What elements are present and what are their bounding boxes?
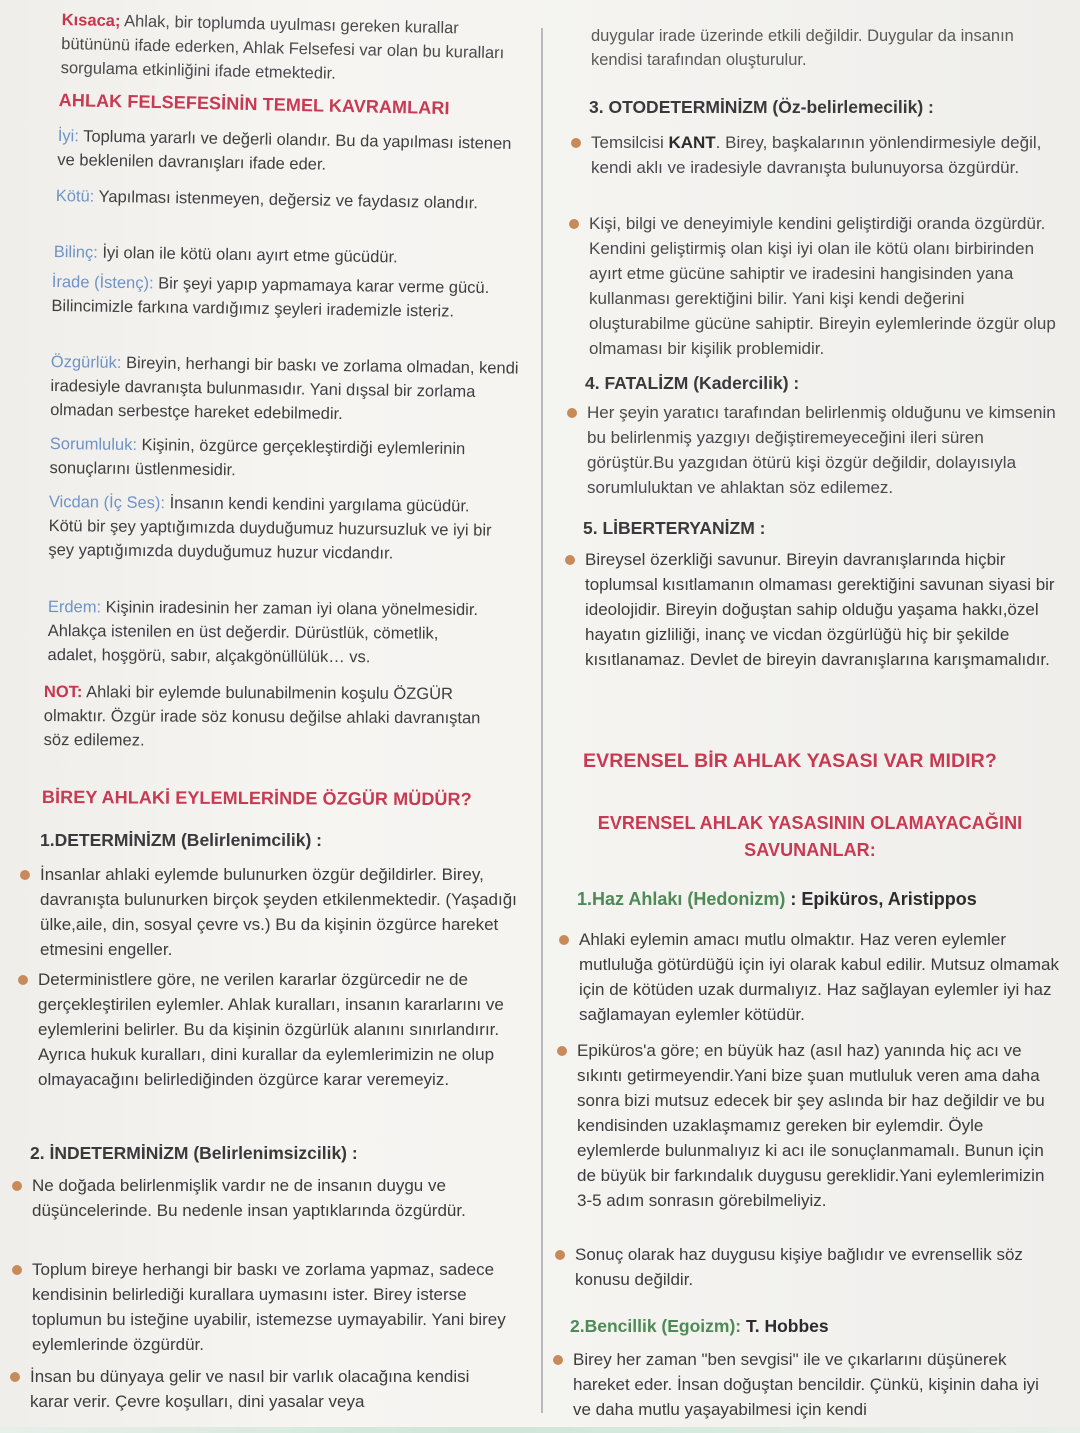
universal-title: EVRENSEL BİR AHLAK YASASI VAR MIDIR? — [583, 750, 997, 772]
concept-term: Kötü: — [55, 186, 95, 206]
concept-text: Topluma yararlı ve değerli olandır. Bu da yapılması istenen ve beklenilen davranışları ifade eder. — [57, 127, 512, 174]
concept-term: Özgürlük: — [50, 352, 122, 372]
continuation-paragraph: duygular irade üzerinde etkili değildir. Duygular da insanın kendisi tarafından oluşturulur. — [591, 27, 1014, 69]
libertarianism-title: 5. LİBERTERYANİZM : — [583, 518, 766, 538]
intro-lead: Kısaca; — [61, 10, 121, 31]
fatalism-bullet: Her şeyin yaratıcı tarafından belirlenmiş olduğunu ve kimsenin bu belirlenmiş yazgıyı değiştiremeyeceğini ileri süren görüştür.Bu yazgıdan ötürü kişi özgür değildir, dolayısıyla sorumluluktan ve ahlaktan söz edilemez. — [565, 400, 1061, 500]
intro-paragraph — [60, 8, 517, 90]
page-bottom-edge — [0, 1427, 1080, 1433]
autodeterminism-title: 3. OTODETERMİNİZM (Öz-belirlemecilik) : — [589, 97, 934, 117]
indeterminism-title: 2. İNDETERMİNİZM (Belirlenimsizcilik) : — [30, 1143, 358, 1163]
concept-term: Vicdan (İç Ses): — [48, 492, 166, 513]
determinism-bullet: Deterministlere göre, ne verilen kararlar özgürcedir ne de gerçekleştirilen eylemler. Ahlak kuralları, insanın kararlarını ve eylemlerini belirler. Bu da kişinin özgürlük alanını sınırlandırır. Ayrıca hukuk kuralları, dini kurallar da eylemlerimizin ne olup olmayacağını belirlediğinden özgürce karar veremeyiz. — [16, 967, 522, 1092]
libertarianism-bullet: Bireysel özerkliği savunur. Bireyin davranışlarında hiçbir toplumsal kısıtlamanın olmaması gerektiğini savunan siyasi bir ideolojidir. Bireyin doğuştan sahip olduğu yaşama hakkı,özel hayatın gizliliği, inanç ve vicdan özgürlüğü hiç bir şekilde kısıtlanamaz. Devlet de bireyin davranışlarına karışmamalıdır. — [563, 547, 1063, 672]
concept-bilinc — [54, 240, 524, 271]
indeterminism-bullet: Ne doğada belirlenmişlik vardır ne de insanın duygu ve düşüncelerinde. Bu nedenle insan yaptıklarında özgürdür. — [10, 1173, 502, 1223]
concept-term: Erdem: — [47, 597, 102, 617]
bullet-text: . Birey, başkalarının yönlendirmesiyle değil, kendi aklı ve iradesiyle davranışta bulunuyorsa özgürdür. — [591, 133, 1042, 177]
concept-text: İyi olan ile kötü olanı ayırt etme gücüdür. — [97, 243, 398, 267]
concept-text: Yapılması istenmeyen, değersiz ve faydasız olandır. — [94, 187, 479, 213]
title-separator: : — [785, 889, 802, 909]
hedonism-bullet: Sonuç olarak haz duygusu kişiye bağlıdır ve evrensellik söz konusu değildir. — [553, 1242, 1057, 1292]
concept-text: Kişinin iradesinin her zaman iyi olana yönelmesidir. Ahlakça istenilen en üst değerdir. Dürüstlük, cömetlik, adalet, hoşgörü, sabır, alçakgönüllülük… vs. — [47, 598, 479, 667]
determinism-bullet: İnsanlar ahlaki eylemde bulunurken özgür değildirler. Birey, davranışta bulunurken birçok şeyden etkilenmektedir. (Yaşadığı ülke,aile, din, sosyal çevre vs.) Bu da kişinin özgürce hareket etmesini engeller. — [18, 862, 520, 962]
egoism-title-label: 2.Bencillik (Egoizm): — [570, 1316, 742, 1336]
intro-text: Ahlak, bir toplumda uyulması gereken kurallar bütününü ifade ederken, Ahlak Felsefesi var olan bu kuralları sorgulama etkinliğini ifade etmektedir. — [60, 12, 505, 83]
against-title: EVRENSEL AHLAK YASASININ OLAMAYACAĞINI SAVUNANLAR: — [597, 813, 1023, 860]
concept-iyi — [57, 124, 520, 180]
concept-vicdan — [48, 490, 499, 567]
kant-name: KANT — [668, 133, 716, 152]
determinism-title: 1.DETERMİNİZM (Belirlenimcilik) : — [40, 830, 322, 850]
concept-text: Bir şeyi yapıp yapmamaya karar verme gücü. Bilincimizle farkına vardığımız şeyleri irademizle isteriz. — [51, 274, 490, 321]
autodeterminism-bullet: Kişi, bilgi ve deneyimiyle kendini geliştirdiği oranda özgürdür. Kendini geliştirmiş olan kişi iyi olan ile kötü olanı birbirinden ayırt etme gücüne sahiptir ve iradesini hangisinden yana kullanması gerektiğini bilir. Yani kişi kendi değerini oluşturabilme gücüne sahiptir. Bireyin eylemlerinde özgür olup olmaması bir kişilik problemidir. — [567, 211, 1067, 361]
indeterminism-bullet: İnsan bu dünyaya gelir ve nasıl bir varlık olacağına kendisi karar verir. Çevre koşulları, dini yasalar veya — [8, 1364, 480, 1414]
fatalism-title: 4. FATALİZM (Kadercilik) : — [585, 373, 800, 393]
concept-term: İyi: — [57, 126, 80, 146]
column-divider — [541, 28, 543, 1413]
concept-ozgurluk — [50, 350, 521, 429]
concept-sorumluluk — [49, 432, 520, 486]
concept-irade — [51, 270, 514, 324]
concept-kotu — [56, 184, 526, 216]
concepts-title: AHLAK FELSEFESİNİN TEMEL KAVRAMLARI — [58, 90, 450, 119]
concept-term: Sorumluluk: — [49, 434, 138, 455]
freedom-title: BİREY AHLAKİ EYLEMLERİNDE ÖZGÜR MÜDÜR? — [41, 787, 472, 810]
hedonism-title — [577, 889, 977, 910]
concept-text: İnsanın kendi kendini yargılama gücüdür. Kötü bir şey yaptığımızda duyduğumuz huzursuzluk ve iyi bir şey yaptığımızda duyduğumuz huzur vicdandır. — [48, 494, 492, 563]
concept-term: İrade (İstenç): — [51, 272, 154, 293]
concept-erdem — [47, 595, 487, 670]
note-lead: NOT: — [43, 682, 83, 702]
concept-text: Kişinin, özgürce gerçekleştirdiği eylemlerinin sonuçlarını üstlenmesidir. — [49, 436, 466, 480]
egoism-philosopher: T. Hobbes — [741, 1316, 829, 1336]
autodeterminism-bullet — [569, 130, 1061, 180]
note-block — [44, 680, 484, 754]
bullet-text: Temsilcisi — [591, 133, 669, 152]
note-text: Ahlaki bir eylemde bulunabilmenin koşulu ÖZGÜR olmaktır. Özgür irade söz konusu değilse ahlaki davranıştan söz edilemez. — [43, 683, 481, 750]
egoism-title — [570, 1316, 829, 1337]
concept-term: Bilinç: — [53, 242, 98, 262]
hedonism-title-label: 1.Haz Ahlakı (Hedonizm) — [577, 889, 786, 909]
hedonism-philosophers: Epiküros, Aristippos — [801, 889, 977, 909]
hedonism-bullet: Ahlaki eylemin amacı mutlu olmaktır. Haz veren eylemler mutluluğa götürdüğü için iyi olarak kabul edilir. Mutsuz olmamak için de kötüden uzak durmalıyız. Haz sağlayan eylemler iyi haz sağlamayan eylemler kötüdür. — [557, 927, 1063, 1027]
egoism-bullet: Birey her zaman "ben sevgisi" ile ve çıkarlarını düşünerek hareket eder. İnsan doğuştan bencildir. Çünkü, kişinin daha iyi ve daha mutlu yaşayabilmesi için kendi — [551, 1347, 1049, 1422]
hedonism-bullet: Epiküros'a göre; en büyük haz (asıl haz) yanında hiç acı ve sıkıntı getirmeyendir.Yani bize şuan mutluluk veren ama daha sonra bizi mutsuz edecek bir şey aslında bir haz değildir ve bu kendisinden uzaklaşmamız gereken bir eylemdir. Öyle eylemlerde bulunmalıyız ki acı ile sonuçlanmamalı. Bunun için de büyük bir farkındalık duygusu gereklidir.Yani eylemlerimizin 3-5 adım sonrasın görebilmeliyiz. — [555, 1038, 1055, 1213]
concept-text: Bireyin, herhangi bir baskı ve zorlama olmadan, kendi iradesiyle davranışta bulunmasıdır. Yani dışsal bir zorlama olmadan serbestçe hareket edebilmedir. — [50, 353, 519, 424]
indeterminism-bullet: Toplum bireye herhangi bir baskı ve zorlama yapmaz, sadece kendisinin belirlediği kurallara uymasını ister. Birey isterse toplumun bu isteğine uyabilir, istemezse uymayabilir. Yani birey eylemlerinde özgürdür. — [10, 1257, 507, 1357]
